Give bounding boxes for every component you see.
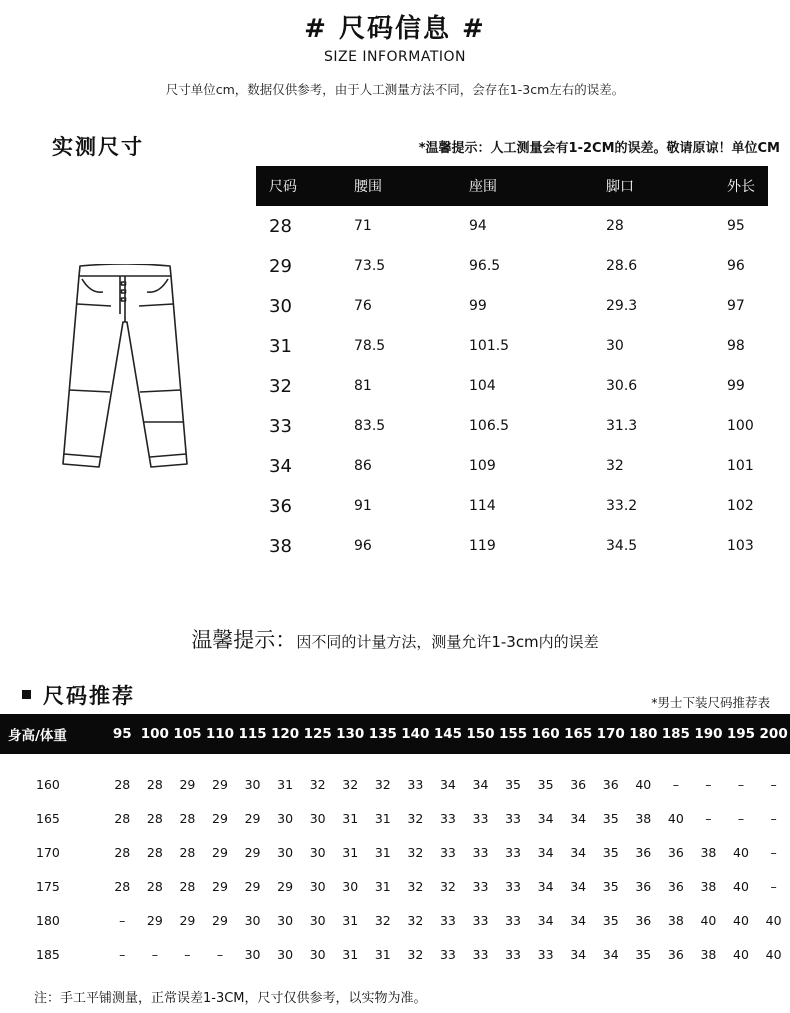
size-cell: –	[737, 776, 745, 792]
weight-header: 110	[204, 714, 237, 754]
size-cell: 40	[765, 912, 782, 928]
size-cell: 30	[309, 878, 326, 894]
size-cell: 30	[309, 912, 326, 928]
size-cell: 29	[179, 912, 196, 928]
recommend-title-text: 尺码推荐	[43, 684, 135, 708]
size-cell: 32	[407, 844, 424, 860]
height-cell: 185	[36, 946, 60, 962]
spec-col-waist: 腰围	[354, 166, 469, 206]
size-cell: 38	[700, 946, 717, 962]
size-cell: 29	[146, 912, 163, 928]
size-cell: 36	[635, 844, 652, 860]
size-cell: 36	[635, 878, 652, 894]
size-cell: 34	[570, 878, 587, 894]
spec-cell: 29	[269, 255, 292, 277]
size-cell: 40	[700, 912, 717, 928]
size-cell: 32	[439, 878, 456, 894]
spec-cell: 28.6	[606, 258, 638, 274]
table-row	[0, 937, 790, 971]
spec-cell: 91	[354, 498, 372, 514]
size-cell: 28	[146, 844, 163, 860]
size-cell: 28	[146, 810, 163, 826]
height-cell: 170	[36, 844, 60, 860]
spec-cell: 106.5	[469, 418, 510, 434]
size-cell: –	[151, 946, 158, 962]
size-recommend-table	[0, 714, 790, 971]
size-cell: 33	[407, 776, 424, 792]
size-cell: 28	[114, 878, 131, 894]
tip-text: 因不同的计量方法，测量允许1-3cm内的误差	[296, 633, 599, 651]
recommend-section-title	[22, 680, 135, 710]
size-cell: 29	[277, 878, 294, 894]
size-cell: 31	[374, 810, 391, 826]
size-cell: 36	[602, 776, 619, 792]
bullet-square-icon	[22, 690, 31, 699]
spec-cell: 101	[727, 458, 754, 474]
table-row	[256, 206, 768, 246]
size-cell: –	[705, 776, 712, 792]
spec-cell: 109	[469, 458, 496, 474]
spec-cell: 119	[469, 538, 496, 554]
size-cell: 40	[667, 810, 684, 826]
size-cell: 35	[635, 946, 652, 962]
size-cell: 40	[733, 912, 749, 928]
size-cell: 29	[212, 810, 228, 826]
spec-cell: 102	[727, 498, 754, 514]
spec-cell: 30	[269, 295, 292, 317]
page-title: # 尺码信息 #	[304, 14, 486, 44]
size-cell: 30	[244, 776, 261, 792]
size-cell: 33	[472, 912, 489, 928]
spec-cell: 31.3	[606, 418, 638, 434]
size-cell: 32	[342, 776, 359, 792]
size-cell: 29	[244, 878, 261, 894]
weight-header: 160	[529, 714, 562, 754]
spec-cell: 36	[269, 495, 292, 517]
size-cell: 34	[602, 946, 619, 962]
size-cell: 40	[733, 878, 749, 894]
spec-cell: 76	[354, 298, 372, 314]
weight-header: 140	[399, 714, 432, 754]
weight-header: 135	[367, 714, 400, 754]
size-cell: 31	[342, 810, 359, 826]
size-cell: 40	[635, 776, 652, 792]
size-cell: 34	[537, 912, 554, 928]
size-cell: 33	[505, 844, 521, 860]
size-cell: –	[770, 776, 777, 792]
size-cell: 35	[602, 878, 619, 894]
weight-header: 115	[236, 714, 269, 754]
size-cell: 30	[309, 946, 326, 962]
spec-cell: 96	[354, 538, 372, 554]
size-cell: 28	[179, 844, 196, 860]
size-cell: 38	[700, 844, 717, 860]
size-cell: 35	[505, 776, 521, 792]
size-cell: –	[737, 810, 745, 826]
size-cell: 35	[537, 776, 554, 792]
size-cell: 35	[602, 810, 619, 826]
table-row	[256, 526, 768, 566]
size-cell: 36	[667, 946, 684, 962]
size-cell: 31	[277, 776, 294, 792]
spec-cell: 86	[354, 458, 372, 474]
size-cell: 33	[505, 946, 521, 962]
size-cell: 40	[765, 946, 782, 962]
size-cell: 35	[602, 912, 619, 928]
size-cell: 31	[342, 912, 359, 928]
unit-note: 尺寸单位cm，数据仅供参考，由于人工测量方法不同，会存在1-3cm左右的误差。	[165, 82, 625, 97]
spec-cell: 34.5	[606, 538, 638, 554]
size-cell: 29	[212, 878, 228, 894]
spec-col-hip: 座围	[469, 166, 606, 206]
spec-cell: 33	[269, 415, 292, 437]
size-cell: 33	[472, 946, 489, 962]
size-cell: –	[705, 810, 712, 826]
size-cell: 38	[667, 912, 684, 928]
size-cell: 32	[407, 912, 424, 928]
spec-cell: 103	[727, 538, 754, 554]
size-cell: 34	[537, 810, 554, 826]
measured-section-title: 实测尺寸	[52, 135, 144, 159]
weight-header: 165	[562, 714, 595, 754]
size-cell: 30	[277, 946, 294, 962]
size-cell: 29	[179, 776, 196, 792]
weight-header: 155	[497, 714, 530, 754]
recommend-header-row	[0, 714, 790, 754]
size-cell: –	[119, 946, 126, 962]
size-cell: 38	[635, 810, 652, 826]
size-cell: 34	[570, 912, 587, 928]
weight-header: 130	[334, 714, 367, 754]
size-cell: 28	[179, 878, 196, 894]
size-cell: 31	[374, 878, 391, 894]
table-row	[0, 869, 790, 903]
table-row	[0, 801, 790, 835]
spec-cell: 96.5	[469, 258, 501, 274]
spec-col-length: 外长	[727, 166, 768, 206]
size-cell: 28	[114, 844, 131, 860]
size-cell: –	[770, 844, 777, 860]
size-cell: 28	[146, 878, 163, 894]
table-row	[256, 326, 768, 366]
spec-cell: 81	[354, 378, 372, 394]
spec-cell: 34	[269, 455, 292, 477]
size-cell: 40	[733, 946, 749, 962]
size-cell: 30	[342, 878, 359, 894]
spec-cell: 100	[727, 418, 754, 434]
size-cell: 32	[407, 878, 424, 894]
height-cell: 175	[36, 878, 60, 894]
weight-header: 95	[106, 714, 139, 754]
size-cell: 30	[309, 844, 326, 860]
size-cell: 34	[439, 776, 456, 792]
size-cell: 33	[439, 810, 456, 826]
table-row	[256, 406, 768, 446]
size-cell: 33	[439, 946, 456, 962]
spec-col-size: 尺码	[256, 166, 354, 206]
size-cell: 36	[570, 776, 587, 792]
footnote: 注：手工平铺测量，正常误差1-3CM，尺寸仅供参考，以实物为准。	[34, 991, 427, 1006]
size-spec-table	[256, 166, 768, 566]
size-cell: 30	[277, 912, 294, 928]
size-cell: 34	[570, 810, 587, 826]
spec-header-row	[256, 166, 768, 206]
size-cell: 29	[244, 844, 261, 860]
recommend-note: *男士下装尺码推荐表	[651, 695, 770, 710]
weight-header: 100	[139, 714, 172, 754]
size-cell: 34	[570, 946, 587, 962]
size-cell: –	[770, 878, 777, 894]
size-cell: 33	[439, 844, 456, 860]
spec-cell: 99	[469, 298, 487, 314]
recommend-header-label: 身高/体重	[0, 714, 106, 754]
spec-cell: 31	[269, 335, 292, 357]
pants-icon	[55, 264, 195, 474]
size-cell: 38	[700, 878, 717, 894]
size-cell: 30	[244, 946, 261, 962]
size-cell: 32	[407, 946, 424, 962]
size-cell: 33	[505, 912, 521, 928]
weight-header: 195	[725, 714, 758, 754]
spec-cell: 114	[469, 498, 496, 514]
spec-cell: 78.5	[354, 338, 386, 354]
spec-cell: 33.2	[606, 498, 638, 514]
spec-cell: 28	[269, 215, 292, 237]
size-cell: 30	[244, 912, 261, 928]
spec-cell: 83.5	[354, 418, 386, 434]
size-cell: 32	[374, 776, 391, 792]
size-cell: 31	[374, 946, 391, 962]
size-cell: 31	[374, 844, 391, 860]
table-row	[256, 286, 768, 326]
spec-cell: 30.6	[606, 378, 638, 394]
table-row	[0, 903, 790, 937]
weight-header: 190	[692, 714, 725, 754]
weight-header: 125	[301, 714, 334, 754]
size-cell: 29	[212, 776, 228, 792]
size-cell: 30	[277, 810, 294, 826]
size-cell: 30	[277, 844, 294, 860]
spec-cell: 101.5	[469, 338, 510, 354]
spec-cell: 30	[606, 338, 624, 354]
size-cell: 29	[212, 912, 228, 928]
spec-cell: 28	[606, 218, 624, 234]
size-cell: 31	[342, 844, 359, 860]
spec-cell: 73.5	[354, 258, 386, 274]
weight-header: 120	[269, 714, 302, 754]
table-row	[0, 754, 790, 801]
spec-cell: 38	[269, 535, 292, 557]
weight-header: 105	[171, 714, 204, 754]
size-cell: 32	[374, 912, 391, 928]
size-cell: 32	[309, 776, 326, 792]
weight-header: 180	[627, 714, 660, 754]
size-cell: 33	[439, 912, 456, 928]
tip-label: 温馨提示：	[191, 628, 297, 652]
height-cell: 180	[36, 912, 60, 928]
spec-cell: 104	[469, 378, 496, 394]
spec-cell: 32	[606, 458, 624, 474]
size-cell: 33	[537, 946, 554, 962]
size-cell: 30	[309, 810, 326, 826]
weight-header: 145	[432, 714, 465, 754]
size-cell: 33	[505, 878, 521, 894]
size-cell: 29	[212, 844, 228, 860]
measured-note: *温馨提示：人工测量会有1-2CM的误差。敬请原谅！单位CM	[418, 141, 780, 156]
size-cell: 33	[505, 810, 521, 826]
size-cell: 33	[472, 844, 489, 860]
spec-cell: 97	[727, 298, 745, 314]
weight-header: 150	[464, 714, 497, 754]
weight-header: 200	[757, 714, 790, 754]
table-row	[256, 486, 768, 526]
spec-cell: 32	[269, 375, 292, 397]
size-cell: 33	[472, 810, 489, 826]
weight-header: 170	[594, 714, 627, 754]
height-cell: 165	[36, 810, 60, 826]
table-row	[0, 835, 790, 869]
size-cell: 40	[733, 844, 749, 860]
size-cell: 32	[407, 810, 424, 826]
size-cell: –	[216, 946, 224, 962]
size-cell: –	[672, 776, 679, 792]
size-cell: 34	[570, 844, 587, 860]
size-cell: 36	[635, 912, 652, 928]
size-cell: 28	[114, 776, 131, 792]
size-cell: 36	[667, 878, 684, 894]
height-cell: 160	[36, 776, 60, 792]
size-cell: 33	[472, 878, 489, 894]
size-cell: 28	[114, 810, 131, 826]
size-cell: –	[770, 810, 777, 826]
size-cell: 28	[146, 776, 163, 792]
size-cell: –	[119, 912, 126, 928]
table-row	[256, 246, 768, 286]
size-cell: 35	[602, 844, 619, 860]
spec-cell: 96	[727, 258, 745, 274]
spec-cell: 99	[727, 378, 745, 394]
spec-cell: 94	[469, 218, 487, 234]
table-row	[256, 446, 768, 486]
spec-col-hem: 脚口	[606, 166, 727, 206]
size-cell: 29	[244, 810, 261, 826]
weight-header: 185	[660, 714, 693, 754]
spec-cell: 98	[727, 338, 745, 354]
size-cell: 31	[342, 946, 359, 962]
size-cell: 34	[472, 776, 489, 792]
size-cell: –	[184, 946, 191, 962]
tip-line	[0, 624, 790, 654]
size-cell: 34	[537, 844, 554, 860]
size-cell: 34	[537, 878, 554, 894]
spec-cell: 95	[727, 218, 745, 234]
size-cell: 36	[667, 844, 684, 860]
spec-cell: 29.3	[606, 298, 638, 314]
table-row	[256, 366, 768, 406]
spec-cell: 71	[354, 218, 372, 234]
page-subtitle: SIZE INFORMATION	[323, 49, 467, 65]
size-cell: 28	[179, 810, 196, 826]
